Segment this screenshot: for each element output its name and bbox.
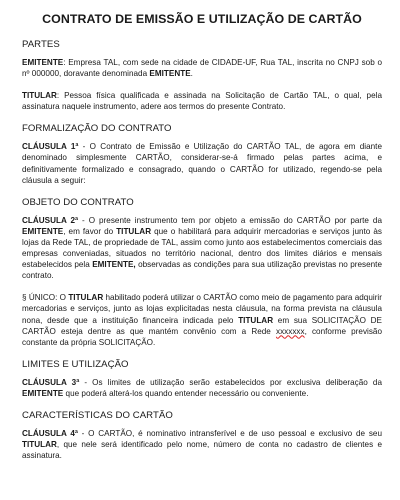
term-emitente: EMITENTE, — [92, 260, 136, 270]
text-span: § ÚNICO: O — [22, 293, 69, 303]
text-span: - O CARTÃO, é nominativo intransferível e de uso pessoal e exclusivo de seu — [77, 428, 382, 438]
text-span: em sua SOLICITAÇÃO DE CARTÃO esteja dentre as que mantém convênio com a Rede — [22, 315, 382, 336]
term-titular: TITULAR — [116, 226, 152, 236]
section-heading-partes: PARTES — [22, 39, 60, 50]
section-heading-formalizacao: FORMALIZAÇÃO DO CONTRATO — [22, 123, 172, 135]
section-heading-limites: LIMITES E UTILIZAÇÃO — [22, 358, 129, 370]
term-emitente: EMITENTE — [22, 58, 64, 67]
text-span: - Os limites de utilização serão estabelecidos por exclusiva deliberação da — [79, 377, 383, 387]
term-emitente: EMITENTE — [22, 388, 64, 398]
section-heading-caracteristicas: CARACTERÍSTICAS DO CARTÃO — [22, 409, 173, 421]
paragraph-clausula-1 — [22, 141, 382, 185]
paragraph-clausula-3 — [22, 377, 382, 399]
paragraph-paragrafo-unico — [22, 292, 382, 347]
text-span: habilitado poderá utilizar o CARTÃO como meio de pagamento para adquirir mercadorias e serviços, junto as lojas explicitadas nesta cláusula, na forma prevista na cláusula nona, desde que a instituição financeira indicada pelo — [22, 293, 382, 325]
text-span: , que nele será identificado pelo nome, número de conta no cadastro de clientes e assinatura. — [22, 440, 382, 461]
text-span: que o habilitará para adquirir mercadorias e serviços junto às lojas da Rede TAL, de propriedade de TAL, assim como junto aos estabelecimentos comerciais das empresas conveniadas, situados no território nacional, dentro dos limites diários e mensais estabelecidos pela — [22, 226, 382, 270]
paragraph-titular — [22, 90, 382, 112]
clause-label: CLÁUSULA 3ª — [22, 377, 80, 387]
text-span: que poderá alterá-los quando entender necessário ou conveniente. — [63, 388, 309, 398]
term-titular: TITULAR — [68, 293, 104, 303]
text-span: - O Contrato de Emissão e Utilização do CARTÃO TAL, de agora em diante denominado simplesmente CARTÃO, considerar-se-á firmado pelas partes acima, e definitivamente formalizado e consagrado, quando o CARTÃO for utilizado, regendo-se pela cláusula a seguir: — [22, 142, 382, 185]
term-titular: TITULAR — [238, 315, 274, 325]
term-emitente: EMITENTE — [22, 226, 64, 236]
text-span: : Empresa TAL, com sede na cidade de CIDADE-UF, Rua TAL, inscrita no CNPJ sob o nº 000000, doravante denominada — [22, 58, 382, 79]
text-span: , em favor do — [63, 226, 117, 236]
document-title: CONTRATO DE EMISSÃO E UTILIZAÇÃO DE CARTÃO — [42, 12, 362, 26]
section-heading-objeto: OBJETO DO CONTRATO — [22, 196, 134, 208]
text-span: , conforme previsão constante da própria SOLICITAÇÃO. — [22, 326, 383, 347]
term-titular: TITULAR — [22, 440, 57, 450]
clause-label: CLÁUSULA 1ª — [22, 142, 79, 152]
misspelled-word: xxxxxxx — [275, 326, 305, 336]
paragraph-emitente — [22, 57, 382, 79]
clause-label: CLÁUSULA 2ª — [22, 215, 79, 225]
text-span: . — [190, 69, 193, 79]
term-emitente: EMITENTE — [149, 69, 191, 79]
paragraph-clausula-4 — [22, 428, 382, 461]
term-titular: TITULAR — [22, 91, 57, 101]
text-span: : Pessoa física qualificada e assinada na Solicitação de Cartão TAL, o qual, pela assinatura naquele instrumento, adere aos termos do presente Contrato. — [22, 91, 382, 112]
paragraph-clausula-2 — [22, 215, 382, 282]
text-span: - O presente instrumento tem por objeto a emissão do CARTÃO por parte da — [78, 215, 383, 225]
text-span: observadas as condições para sua utilização previstas no presente contrato. — [22, 260, 382, 281]
clause-label: CLÁUSULA 4ª — [22, 428, 78, 438]
